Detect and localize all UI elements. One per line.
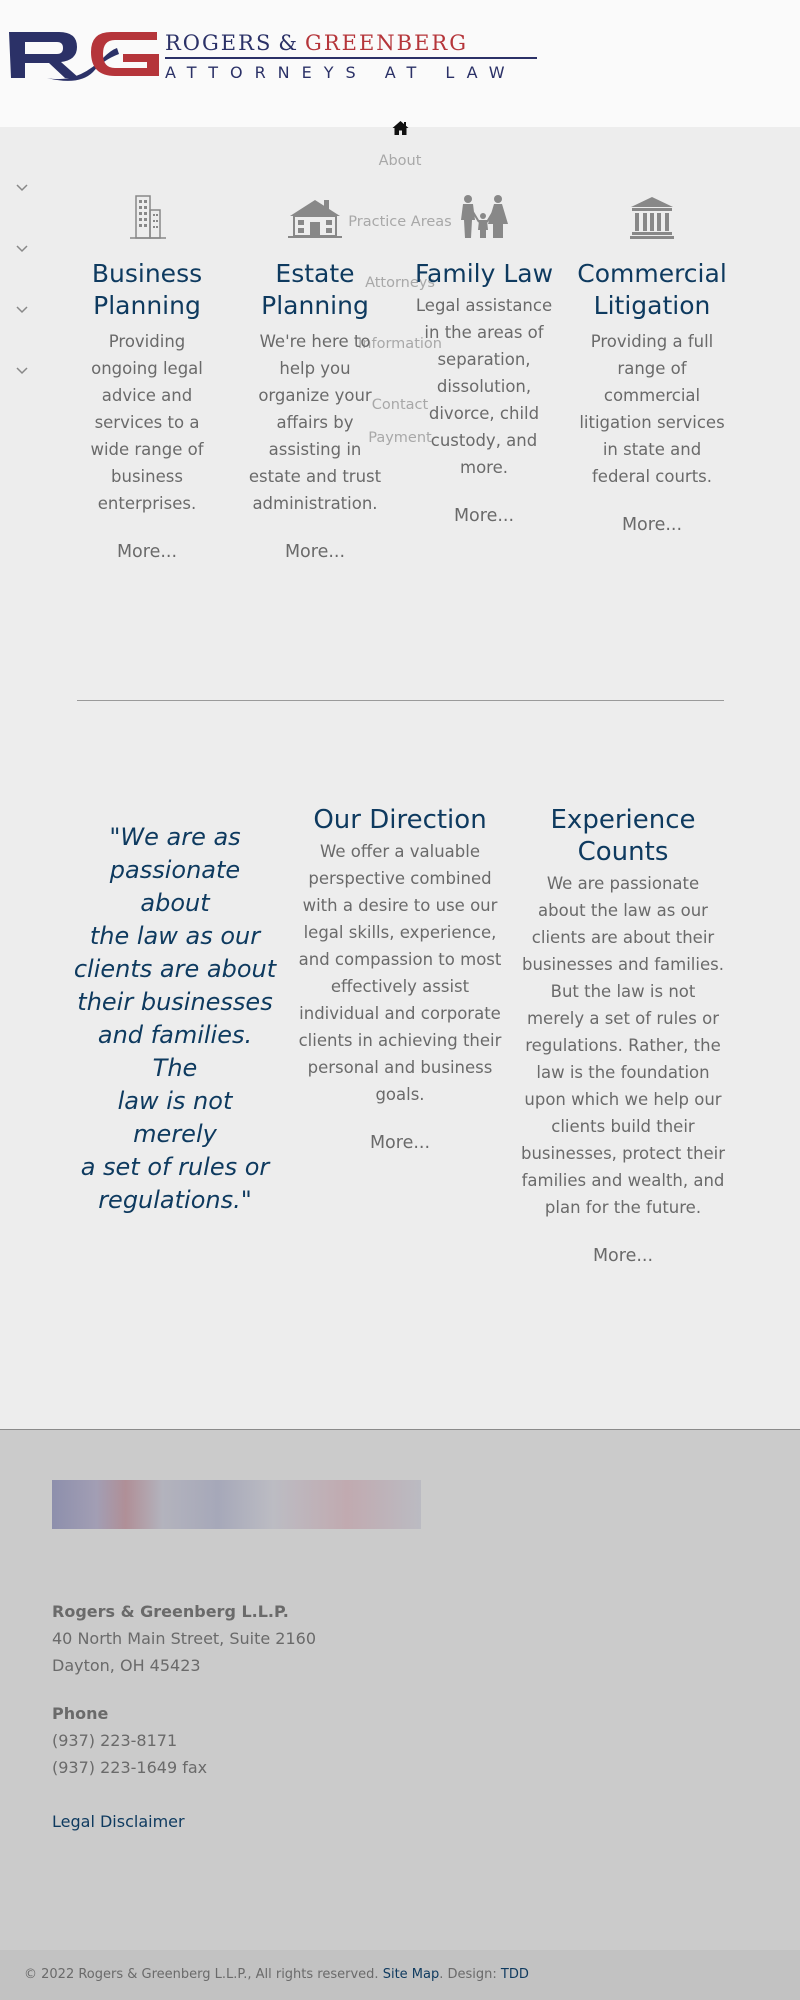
text-line: with a desire to use our — [302, 896, 498, 915]
text-line: advice and — [101, 386, 193, 405]
nav-about[interactable]: About — [378, 153, 422, 169]
title-line: Planning — [93, 291, 201, 320]
legal-disclaimer-link[interactable]: Legal Disclaimer — [52, 1812, 185, 1831]
family-icon — [458, 194, 510, 240]
phone-number[interactable]: (937) 223-8171 — [52, 1731, 178, 1750]
text-line: plan for the future. — [544, 1198, 702, 1217]
site-logo[interactable] — [7, 28, 537, 86]
text-line: families and wealth, and — [521, 1171, 725, 1190]
firm-quote — [73, 821, 277, 1217]
practice-family-law — [409, 194, 559, 528]
practice-title — [409, 258, 559, 290]
title-line: Counts — [577, 837, 669, 867]
title-line: Estate — [275, 259, 355, 288]
text-line: clients are about their — [531, 928, 715, 947]
text-line: separation, — [437, 350, 531, 369]
nav-information[interactable]: Information — [358, 336, 442, 352]
more-link[interactable]: More... — [592, 1246, 654, 1266]
section-divider — [77, 700, 724, 701]
text-line: But the law is not — [550, 982, 696, 1001]
practice-description — [409, 292, 559, 481]
more-link[interactable]: More... — [621, 515, 683, 535]
text-line: We are passionate — [546, 874, 700, 893]
quote-line: law is not merely — [117, 1087, 233, 1148]
text-line: businesses, protect their — [521, 1144, 725, 1163]
practice-title — [572, 258, 732, 322]
nav-attorneys[interactable]: Attorneys — [365, 275, 435, 291]
more-link[interactable]: More... — [116, 542, 178, 562]
text-line: effectively assist — [330, 977, 470, 996]
text-line: clients build their — [551, 1117, 695, 1136]
text-line: organize your — [258, 386, 372, 405]
text-line: and compassion to most — [298, 950, 502, 969]
text-line: upon which we help our — [524, 1090, 722, 1109]
quote-line: the law as our — [89, 922, 261, 950]
practice-title — [240, 258, 390, 322]
quote-line: clients are about — [73, 955, 277, 983]
text-line: commercial — [603, 386, 701, 405]
text-line: personal and business — [307, 1058, 493, 1077]
name-rogers: ROGERS — [165, 31, 273, 55]
practice-description — [572, 328, 732, 490]
copyright-notice: © 2022 Rogers & Greenberg L.L.P., All rights reserved. — [24, 1967, 379, 1982]
quote-line: their businesses — [77, 988, 273, 1016]
firm-name — [165, 28, 468, 58]
footer-disclaimer — [52, 1808, 185, 1835]
chevron-down-icon[interactable] — [15, 183, 29, 193]
footer-logo[interactable] — [52, 1480, 421, 1529]
text-line: help you — [279, 359, 351, 378]
text-line: range of — [617, 359, 687, 378]
title-line: Commercial — [577, 259, 727, 288]
text-line: litigation services — [579, 413, 725, 432]
text-line: wide range of — [90, 440, 204, 459]
text-line: goals. — [375, 1085, 425, 1104]
rg-monogram-icon — [7, 28, 163, 82]
text-line: divorce, child — [428, 404, 540, 423]
text-line: regulations. Rather, the — [525, 1036, 721, 1055]
site-header — [0, 0, 800, 127]
more-link[interactable]: More... — [369, 1133, 431, 1153]
home-icon[interactable] — [392, 120, 409, 136]
text-line: federal courts. — [591, 467, 713, 486]
text-line: law is the foundation — [536, 1063, 710, 1082]
quote-line: regulations." — [98, 1186, 252, 1214]
chevron-down-icon[interactable] — [15, 305, 29, 315]
chevron-down-icon[interactable] — [15, 244, 29, 254]
nav-contact[interactable]: Contact — [371, 397, 429, 413]
text-line: custody, and — [430, 431, 538, 450]
house-icon — [288, 194, 342, 240]
name-ampersand: & — [278, 31, 300, 55]
chevron-down-icon[interactable] — [15, 366, 29, 376]
text-line: clients in achieving their — [298, 1031, 502, 1050]
text-line: businesses and families. — [522, 955, 724, 974]
quote-line: passionate about — [109, 856, 241, 917]
text-line: about the law as our — [538, 901, 708, 920]
firm-tagline: ATTORNEYS AT LAW — [165, 63, 517, 82]
title-line: Planning — [261, 291, 369, 320]
our-direction-section — [295, 804, 505, 1155]
site-map-link[interactable]: Site Map — [382, 1967, 440, 1982]
office-building-icon — [124, 194, 170, 240]
firm-name: Rogers & Greenberg L.L.P. — [52, 1602, 289, 1621]
text-line: merely a set of rules or — [526, 1009, 720, 1028]
practice-commercial-litigation — [572, 194, 732, 537]
more-link[interactable]: More... — [453, 506, 515, 526]
text-line: Providing — [108, 332, 186, 351]
phone-label: Phone — [52, 1704, 109, 1723]
text-line: Legal assistance — [415, 296, 553, 315]
title-line: Experience — [550, 805, 696, 835]
practice-description — [240, 328, 390, 517]
designer-link[interactable]: TDD — [500, 1967, 529, 1982]
practice-title — [72, 258, 222, 322]
text-line: administration. — [252, 494, 378, 513]
text-line: perspective combined — [308, 869, 492, 888]
text-line: business — [111, 467, 183, 486]
title-line: Litigation — [593, 291, 711, 320]
experience-counts-section — [518, 804, 728, 1268]
text-line: in the areas of — [424, 323, 544, 342]
section-title — [518, 804, 728, 868]
copyright-bar — [0, 1950, 800, 2000]
design-label: . Design: — [439, 1967, 497, 1982]
fax-number: (937) 223-1649 fax — [52, 1758, 208, 1777]
text-line: enterprises. — [97, 494, 197, 513]
nav-practice-areas[interactable]: Practice Areas — [348, 214, 452, 230]
title-line: Family Law — [414, 259, 554, 288]
footer-address — [52, 1598, 316, 1679]
section-text — [295, 838, 505, 1108]
text-line: affairs by — [276, 413, 354, 432]
quote-line: "We are as — [109, 823, 241, 851]
quote-line: and families. The — [97, 1021, 253, 1082]
text-line: ongoing legal — [91, 359, 203, 378]
text-line: legal skills, experience, — [303, 923, 497, 942]
practice-business-planning — [72, 194, 222, 564]
text-line: services to a — [94, 413, 200, 432]
city-state-zip: Dayton, OH 45423 — [52, 1656, 201, 1675]
section-text — [518, 870, 728, 1221]
text-line: assisting in — [268, 440, 362, 459]
text-line: We're here to — [259, 332, 371, 351]
text-line: dissolution, — [436, 377, 532, 396]
text-line: Providing a full — [590, 332, 714, 351]
text-line: in state and — [602, 440, 702, 459]
street-address: 40 North Main Street, Suite 2160 — [52, 1629, 317, 1648]
name-greenberg: GREENBERG — [305, 31, 469, 55]
text-line: estate and trust — [248, 467, 382, 486]
text-line: individual and corporate — [299, 1004, 501, 1023]
logo-divider — [165, 57, 537, 59]
section-title: Our Direction — [313, 805, 487, 835]
text-line: We offer a valuable — [320, 842, 480, 861]
title-line: Business — [91, 259, 203, 288]
nav-payment[interactable]: Payment — [368, 430, 432, 446]
practice-description — [72, 328, 222, 517]
practice-estate-planning — [240, 194, 390, 564]
copyright-text — [24, 1966, 529, 1984]
quote-line: a set of rules or — [80, 1153, 270, 1181]
courthouse-icon — [629, 194, 675, 240]
site-footer — [0, 1429, 800, 1950]
more-link[interactable]: More... — [284, 542, 346, 562]
text-line: more. — [460, 458, 508, 477]
footer-phone — [52, 1700, 207, 1781]
